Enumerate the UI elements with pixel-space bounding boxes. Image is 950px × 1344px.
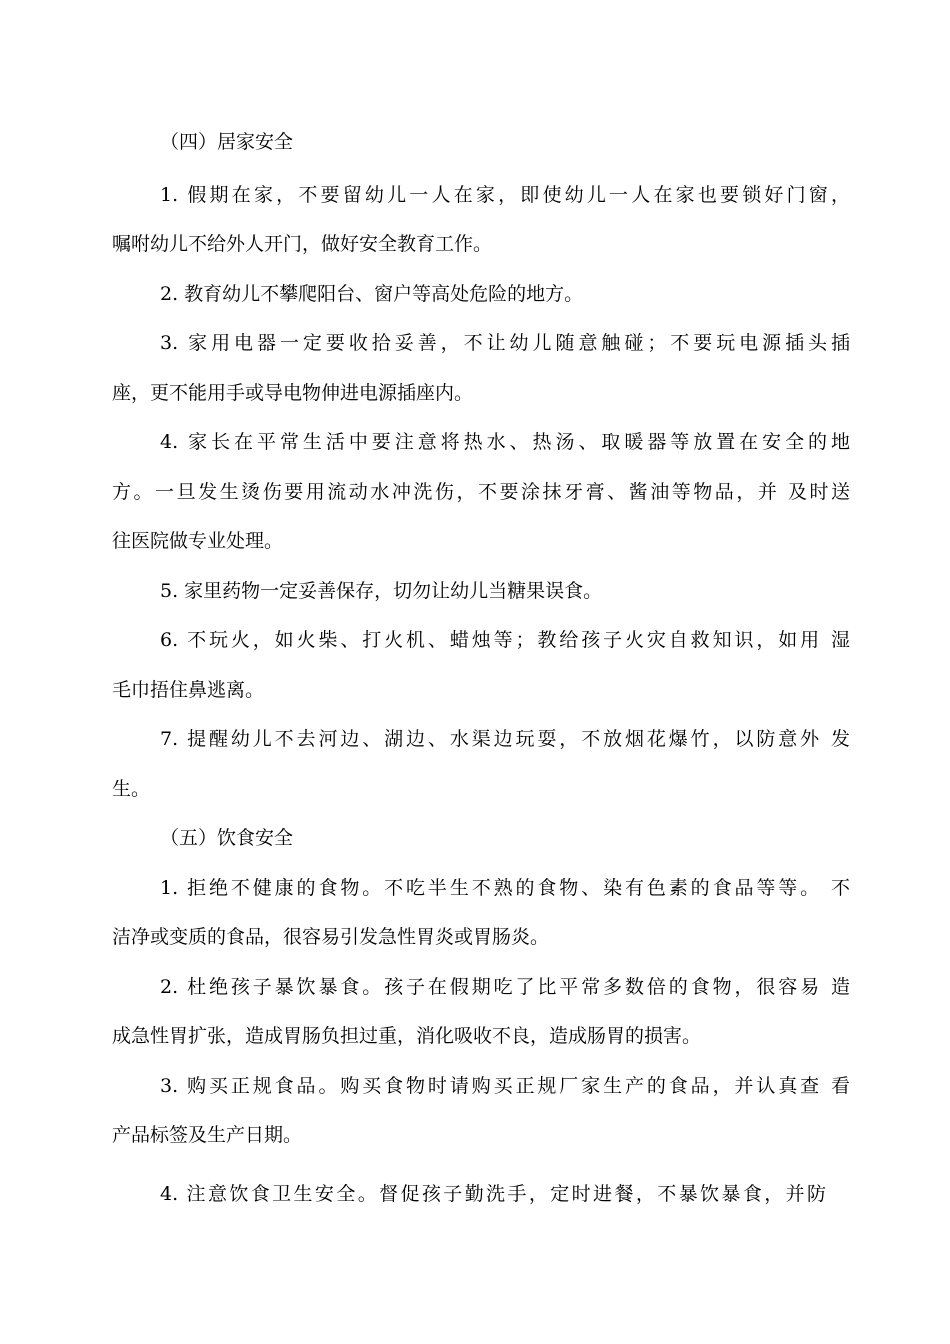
paragraph-line: 产品标签及生产日期。 bbox=[112, 1124, 303, 1146]
section-heading-food-safety: （五）饮食安全 bbox=[160, 827, 294, 849]
section-heading-home-safety: （四）居家安全 bbox=[160, 131, 294, 153]
paragraph-line: 6. 不玩火，如火柴、打火机、蜡烛等；教给孩子火灾自救知识，如用 湿 bbox=[160, 629, 850, 651]
paragraph-line: 嘱咐幼儿不给外人开门，做好安全教育工作。 bbox=[112, 233, 493, 255]
paragraph-line: 4. 注意饮食卫生安全。督促孩子勤洗手，定时进餐，不暴饮暴食，并防 bbox=[160, 1183, 826, 1205]
paragraph-line: 5. 家里药物一定妥善保存，切勿让幼儿当糖果误食。 bbox=[160, 580, 603, 602]
paragraph-line: 洁净或变质的食品，很容易引发急性胃炎或胃肠炎。 bbox=[112, 926, 550, 948]
paragraph-line: 1. 拒绝不健康的食物。不吃半生不熟的食物、染有色素的食品等等。 不 bbox=[160, 877, 850, 899]
paragraph-line: 方。一旦发生烫伤要用流动水冲洗伤，不要涂抹牙膏、酱油等物品，并 及时送 bbox=[112, 481, 850, 503]
paragraph-line: 生。 bbox=[112, 778, 151, 800]
paragraph-line: 座，更不能用手或导电物伸进电源插座内。 bbox=[112, 382, 474, 404]
paragraph-line: 2. 教育幼儿不攀爬阳台、窗户等高处危险的地方。 bbox=[160, 283, 584, 305]
paragraph-line: 毛巾捂住鼻逃离。 bbox=[112, 679, 265, 701]
paragraph-line: 成急性胃扩张，造成胃肠负担过重，消化吸收不良，造成肠胃的损害。 bbox=[112, 1025, 702, 1047]
paragraph-line: 4. 家长在平常生活中要注意将热水、热汤、取暖器等放置在安全的地 bbox=[160, 431, 850, 453]
paragraph-line: 往医院做专业处理。 bbox=[112, 530, 284, 552]
paragraph-line: 7. 提醒幼儿不去河边、湖边、水渠边玩耍，不放烟花爆竹，以防意外 发 bbox=[160, 728, 850, 750]
paragraph-line: 2. 杜绝孩子暴饮暴食。孩子在假期吃了比平常多数倍的食物，很容易 造 bbox=[160, 976, 850, 998]
paragraph-line: 3. 家用电器一定要收拾妥善，不让幼儿随意触碰；不要玩电源插头插 bbox=[160, 332, 850, 354]
paragraph-line: 1. 假期在家，不要留幼儿一人在家，即使幼儿一人在家也要锁好门窗， bbox=[160, 184, 850, 206]
paragraph-line: 3. 购买正规食品。购买食物时请购买正规厂家生产的食品，并认真查 看 bbox=[160, 1075, 850, 1097]
